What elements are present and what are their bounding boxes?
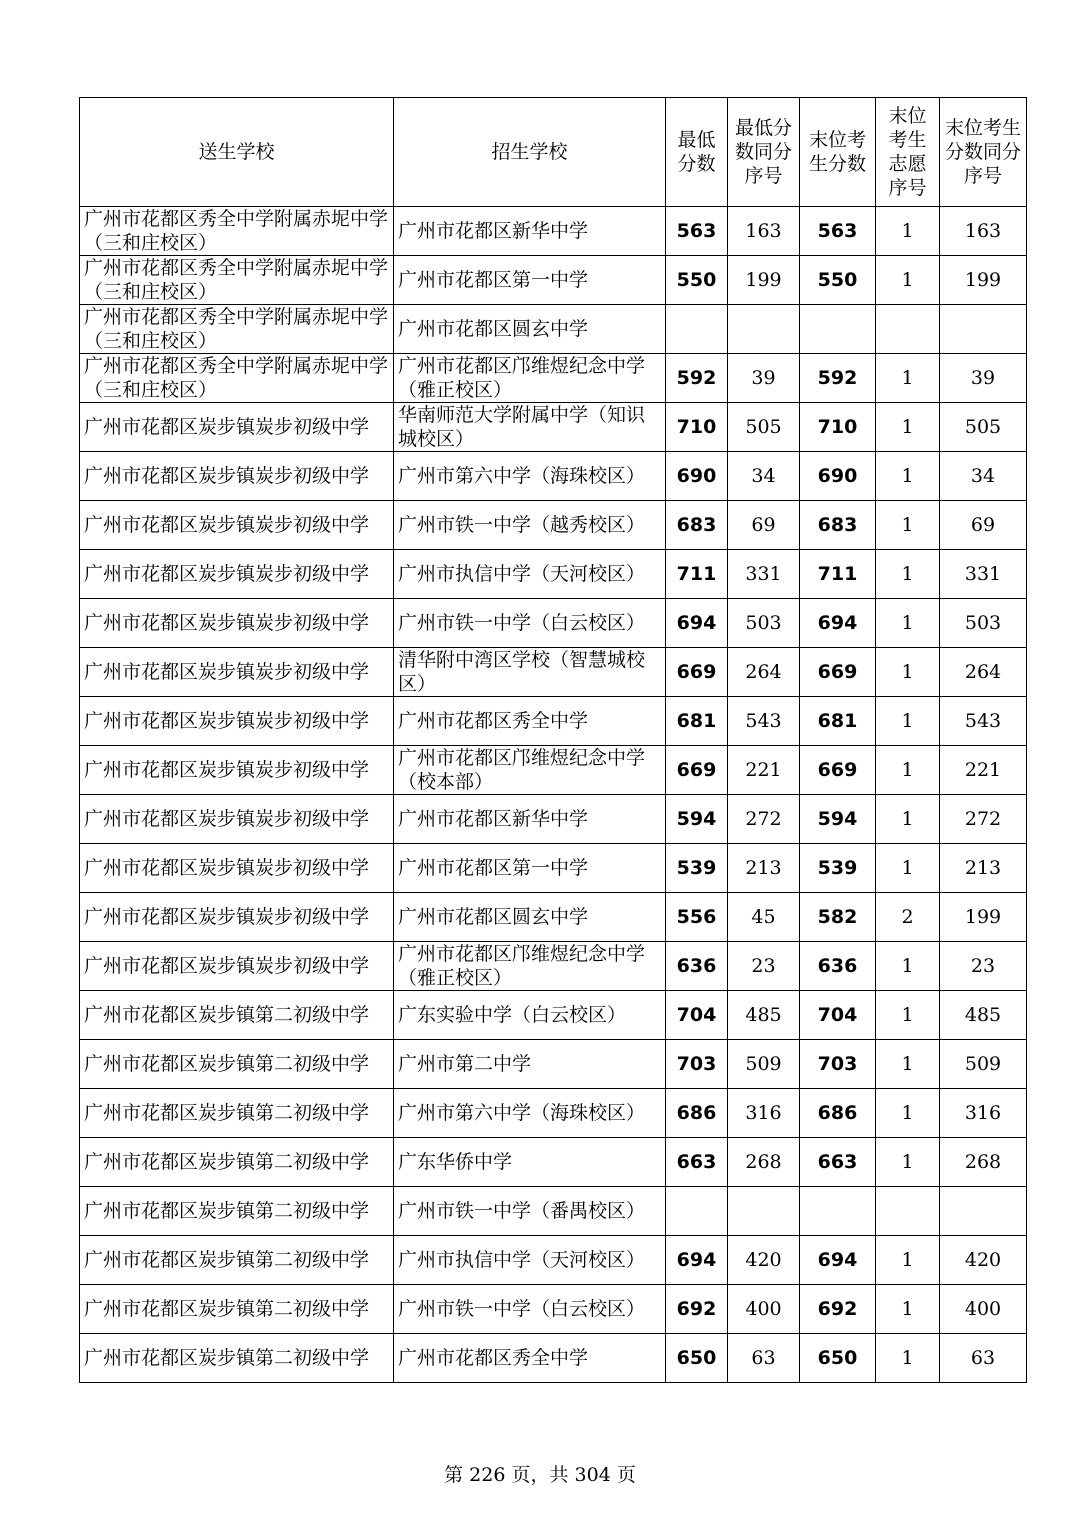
sending-school-cell: 广州市花都区炭步镇炭步初级中学 <box>80 648 394 697</box>
admitting-school-cell: 广州市执信中学（天河校区） <box>394 550 666 599</box>
page-number-footer: 第 226 页，共 304 页 <box>444 1464 636 1486</box>
last-student-choice-rank-cell: 1 <box>876 746 940 795</box>
min-score-cell: 692 <box>666 1285 728 1334</box>
last-student-score-cell: 594 <box>800 795 876 844</box>
table-row <box>80 991 1027 1040</box>
last-student-tie-rank-cell: 23 <box>940 942 1027 991</box>
sending-school-cell: 广州市花都区炭步镇炭步初级中学 <box>80 501 394 550</box>
admitting-school-cell: 广州市铁一中学（番禺校区） <box>394 1187 666 1236</box>
min-score-cell: 592 <box>666 354 728 403</box>
last-student-choice-rank-cell: 1 <box>876 795 940 844</box>
sending-school-cell: 广州市花都区秀全中学附属赤坭中学（三和庄校区） <box>80 256 394 305</box>
admitting-school-cell: 广州市花都区新华中学 <box>394 795 666 844</box>
table-row <box>80 795 1027 844</box>
min-score-tie-rank-cell: 316 <box>728 1089 800 1138</box>
min-score-cell: 669 <box>666 648 728 697</box>
table-row <box>80 1040 1027 1089</box>
table-row <box>80 1285 1027 1334</box>
last-student-tie-rank-cell: 63 <box>940 1334 1027 1383</box>
min-score-tie-rank-cell <box>728 1187 800 1236</box>
table-row <box>80 844 1027 893</box>
admission-table <box>79 97 1027 1383</box>
last-student-score-cell: 592 <box>800 354 876 403</box>
table-row <box>80 354 1027 403</box>
header-last-student-tie-rank: 末位考生分数同分序号 <box>940 98 1027 207</box>
min-score-cell: 686 <box>666 1089 728 1138</box>
min-score-tie-rank-cell: 400 <box>728 1285 800 1334</box>
last-student-score-cell: 686 <box>800 1089 876 1138</box>
sending-school-cell: 广州市花都区炭步镇炭步初级中学 <box>80 697 394 746</box>
min-score-tie-rank-cell: 63 <box>728 1334 800 1383</box>
last-student-choice-rank-cell: 1 <box>876 1334 940 1383</box>
last-student-score-cell: 694 <box>800 1236 876 1285</box>
sending-school-cell: 广州市花都区炭步镇第二初级中学 <box>80 991 394 1040</box>
last-student-choice-rank-cell <box>876 1187 940 1236</box>
last-student-score-cell: 710 <box>800 403 876 452</box>
min-score-cell: 556 <box>666 893 728 942</box>
table-row <box>80 746 1027 795</box>
last-student-choice-rank-cell: 1 <box>876 501 940 550</box>
last-student-tie-rank-cell: 39 <box>940 354 1027 403</box>
min-score-cell: 636 <box>666 942 728 991</box>
sending-school-cell: 广州市花都区炭步镇炭步初级中学 <box>80 746 394 795</box>
min-score-cell <box>666 1187 728 1236</box>
table-row <box>80 648 1027 697</box>
table-row <box>80 697 1027 746</box>
admitting-school-cell: 广州市花都区第一中学 <box>394 256 666 305</box>
last-student-tie-rank-cell: 543 <box>940 697 1027 746</box>
header-min-score: 最低分数 <box>666 98 728 207</box>
header-sending-school: 送生学校 <box>80 98 394 207</box>
min-score-tie-rank-cell: 485 <box>728 991 800 1040</box>
sending-school-cell: 广州市花都区炭步镇第二初级中学 <box>80 1187 394 1236</box>
admitting-school-cell: 广州市花都区秀全中学 <box>394 1334 666 1383</box>
header-last-student-score: 末位考生分数 <box>800 98 876 207</box>
table-row <box>80 1236 1027 1285</box>
min-score-cell: 711 <box>666 550 728 599</box>
last-student-choice-rank-cell: 1 <box>876 844 940 893</box>
last-student-score-cell: 563 <box>800 207 876 256</box>
min-score-tie-rank-cell: 264 <box>728 648 800 697</box>
last-student-score-cell: 692 <box>800 1285 876 1334</box>
admitting-school-cell: 广东实验中学（白云校区） <box>394 991 666 1040</box>
sending-school-cell: 广州市花都区炭步镇炭步初级中学 <box>80 403 394 452</box>
last-student-score-cell: 703 <box>800 1040 876 1089</box>
sending-school-cell: 广州市花都区炭步镇第二初级中学 <box>80 1285 394 1334</box>
sending-school-cell: 广州市花都区秀全中学附属赤坭中学（三和庄校区） <box>80 207 394 256</box>
table-row <box>80 942 1027 991</box>
last-student-choice-rank-cell: 1 <box>876 942 940 991</box>
min-score-cell: 683 <box>666 501 728 550</box>
min-score-cell: 663 <box>666 1138 728 1187</box>
sending-school-cell: 广州市花都区炭步镇炭步初级中学 <box>80 599 394 648</box>
min-score-tie-rank-cell: 45 <box>728 893 800 942</box>
last-student-choice-rank-cell: 1 <box>876 1089 940 1138</box>
min-score-tie-rank-cell: 505 <box>728 403 800 452</box>
last-student-choice-rank-cell: 1 <box>876 452 940 501</box>
table-row <box>80 550 1027 599</box>
last-student-choice-rank-cell: 1 <box>876 991 940 1040</box>
last-student-score-cell: 683 <box>800 501 876 550</box>
last-student-choice-rank-cell: 1 <box>876 403 940 452</box>
last-student-choice-rank-cell: 1 <box>876 599 940 648</box>
min-score-cell: 550 <box>666 256 728 305</box>
last-student-tie-rank-cell: 505 <box>940 403 1027 452</box>
last-student-score-cell: 711 <box>800 550 876 599</box>
admitting-school-cell: 广东华侨中学 <box>394 1138 666 1187</box>
table-row <box>80 1187 1027 1236</box>
table-row <box>80 599 1027 648</box>
last-student-score-cell: 650 <box>800 1334 876 1383</box>
min-score-tie-rank-cell: 163 <box>728 207 800 256</box>
last-student-score-cell: 669 <box>800 648 876 697</box>
sending-school-cell: 广州市花都区炭步镇炭步初级中学 <box>80 844 394 893</box>
sending-school-cell: 广州市花都区炭步镇炭步初级中学 <box>80 893 394 942</box>
table-row <box>80 1089 1027 1138</box>
last-student-tie-rank-cell: 272 <box>940 795 1027 844</box>
min-score-tie-rank-cell: 543 <box>728 697 800 746</box>
table-row <box>80 403 1027 452</box>
min-score-tie-rank-cell: 331 <box>728 550 800 599</box>
last-student-choice-rank-cell: 1 <box>876 550 940 599</box>
admitting-school-cell: 华南师范大学附属中学（知识城校区） <box>394 403 666 452</box>
last-student-tie-rank-cell <box>940 1187 1027 1236</box>
min-score-cell: 690 <box>666 452 728 501</box>
min-score-cell: 694 <box>666 1236 728 1285</box>
min-score-cell: 594 <box>666 795 728 844</box>
min-score-tie-rank-cell: 69 <box>728 501 800 550</box>
last-student-tie-rank-cell: 268 <box>940 1138 1027 1187</box>
min-score-cell: 650 <box>666 1334 728 1383</box>
header-admitting-school: 招生学校 <box>394 98 666 207</box>
admitting-school-cell: 广州市铁一中学（白云校区） <box>394 1285 666 1334</box>
admitting-school-cell: 广州市花都区邝维煜纪念中学（校本部） <box>394 746 666 795</box>
table-row <box>80 256 1027 305</box>
last-student-choice-rank-cell: 1 <box>876 1236 940 1285</box>
header-min-score-tie-rank: 最低分数同分序号 <box>728 98 800 207</box>
table-row <box>80 207 1027 256</box>
min-score-tie-rank-cell: 503 <box>728 599 800 648</box>
admitting-school-cell: 广州市花都区圆玄中学 <box>394 305 666 354</box>
table-header-row <box>80 98 1027 207</box>
last-student-tie-rank-cell: 400 <box>940 1285 1027 1334</box>
sending-school-cell: 广州市花都区炭步镇第二初级中学 <box>80 1236 394 1285</box>
table-row <box>80 1138 1027 1187</box>
admitting-school-cell: 广州市花都区圆玄中学 <box>394 893 666 942</box>
sending-school-cell: 广州市花都区秀全中学附属赤坭中学（三和庄校区） <box>80 305 394 354</box>
admitting-school-cell: 广州市花都区秀全中学 <box>394 697 666 746</box>
last-student-choice-rank-cell: 1 <box>876 256 940 305</box>
last-student-score-cell: 690 <box>800 452 876 501</box>
min-score-tie-rank-cell: 213 <box>728 844 800 893</box>
min-score-tie-rank-cell: 420 <box>728 1236 800 1285</box>
admitting-school-cell: 广州市执信中学（天河校区） <box>394 1236 666 1285</box>
last-student-tie-rank-cell: 485 <box>940 991 1027 1040</box>
min-score-cell: 563 <box>666 207 728 256</box>
min-score-cell: 681 <box>666 697 728 746</box>
min-score-tie-rank-cell <box>728 305 800 354</box>
last-student-tie-rank-cell: 420 <box>940 1236 1027 1285</box>
admitting-school-cell: 清华附中湾区学校（智慧城校区） <box>394 648 666 697</box>
min-score-cell <box>666 305 728 354</box>
last-student-choice-rank-cell: 1 <box>876 1040 940 1089</box>
sending-school-cell: 广州市花都区炭步镇第二初级中学 <box>80 1334 394 1383</box>
last-student-choice-rank-cell: 1 <box>876 648 940 697</box>
table-row <box>80 305 1027 354</box>
last-student-score-cell <box>800 1187 876 1236</box>
admitting-school-cell: 广州市花都区邝维煜纪念中学（雅正校区） <box>394 354 666 403</box>
sending-school-cell: 广州市花都区炭步镇第二初级中学 <box>80 1040 394 1089</box>
min-score-tie-rank-cell: 34 <box>728 452 800 501</box>
sending-school-cell: 广州市花都区炭步镇炭步初级中学 <box>80 942 394 991</box>
last-student-tie-rank-cell: 199 <box>940 256 1027 305</box>
last-student-tie-rank-cell: 503 <box>940 599 1027 648</box>
min-score-cell: 669 <box>666 746 728 795</box>
last-student-score-cell: 669 <box>800 746 876 795</box>
sending-school-cell: 广州市花都区炭步镇第二初级中学 <box>80 1138 394 1187</box>
last-student-choice-rank-cell: 1 <box>876 1138 940 1187</box>
last-student-choice-rank-cell: 1 <box>876 1285 940 1334</box>
admitting-school-cell: 广州市第六中学（海珠校区） <box>394 1089 666 1138</box>
header-last-student-choice-rank: 末位考生志愿序号 <box>876 98 940 207</box>
min-score-cell: 703 <box>666 1040 728 1089</box>
admitting-school-cell: 广州市第六中学（海珠校区） <box>394 452 666 501</box>
min-score-tie-rank-cell: 268 <box>728 1138 800 1187</box>
min-score-cell: 704 <box>666 991 728 1040</box>
last-student-tie-rank-cell: 34 <box>940 452 1027 501</box>
last-student-score-cell: 539 <box>800 844 876 893</box>
min-score-tie-rank-cell: 23 <box>728 942 800 991</box>
last-student-tie-rank-cell: 264 <box>940 648 1027 697</box>
min-score-tie-rank-cell: 272 <box>728 795 800 844</box>
last-student-tie-rank-cell: 69 <box>940 501 1027 550</box>
last-student-score-cell: 681 <box>800 697 876 746</box>
last-student-score-cell: 663 <box>800 1138 876 1187</box>
min-score-tie-rank-cell: 221 <box>728 746 800 795</box>
last-student-score-cell: 704 <box>800 991 876 1040</box>
admitting-school-cell: 广州市花都区第一中学 <box>394 844 666 893</box>
last-student-tie-rank-cell <box>940 305 1027 354</box>
last-student-tie-rank-cell: 331 <box>940 550 1027 599</box>
min-score-cell: 694 <box>666 599 728 648</box>
last-student-score-cell: 582 <box>800 893 876 942</box>
last-student-choice-rank-cell: 1 <box>876 697 940 746</box>
sending-school-cell: 广州市花都区炭步镇炭步初级中学 <box>80 795 394 844</box>
min-score-tie-rank-cell: 509 <box>728 1040 800 1089</box>
last-student-tie-rank-cell: 163 <box>940 207 1027 256</box>
admitting-school-cell: 广州市花都区邝维煜纪念中学（雅正校区） <box>394 942 666 991</box>
last-student-choice-rank-cell <box>876 305 940 354</box>
last-student-tie-rank-cell: 316 <box>940 1089 1027 1138</box>
table-row <box>80 893 1027 942</box>
last-student-tie-rank-cell: 221 <box>940 746 1027 795</box>
last-student-choice-rank-cell: 1 <box>876 354 940 403</box>
min-score-tie-rank-cell: 199 <box>728 256 800 305</box>
last-student-tie-rank-cell: 199 <box>940 893 1027 942</box>
last-student-score-cell: 636 <box>800 942 876 991</box>
last-student-tie-rank-cell: 509 <box>940 1040 1027 1089</box>
sending-school-cell: 广州市花都区炭步镇第二初级中学 <box>80 1089 394 1138</box>
last-student-choice-rank-cell: 1 <box>876 207 940 256</box>
table-row <box>80 501 1027 550</box>
admitting-school-cell: 广州市花都区新华中学 <box>394 207 666 256</box>
last-student-score-cell: 550 <box>800 256 876 305</box>
sending-school-cell: 广州市花都区炭步镇炭步初级中学 <box>80 550 394 599</box>
last-student-score-cell: 694 <box>800 599 876 648</box>
admitting-school-cell: 广州市第二中学 <box>394 1040 666 1089</box>
admitting-school-cell: 广州市铁一中学（越秀校区） <box>394 501 666 550</box>
table-row <box>80 452 1027 501</box>
sending-school-cell: 广州市花都区炭步镇炭步初级中学 <box>80 452 394 501</box>
min-score-cell: 539 <box>666 844 728 893</box>
last-student-score-cell <box>800 305 876 354</box>
sending-school-cell: 广州市花都区秀全中学附属赤坭中学（三和庄校区） <box>80 354 394 403</box>
min-score-cell: 710 <box>666 403 728 452</box>
min-score-tie-rank-cell: 39 <box>728 354 800 403</box>
last-student-tie-rank-cell: 213 <box>940 844 1027 893</box>
table-row <box>80 1334 1027 1383</box>
admitting-school-cell: 广州市铁一中学（白云校区） <box>394 599 666 648</box>
last-student-choice-rank-cell: 2 <box>876 893 940 942</box>
